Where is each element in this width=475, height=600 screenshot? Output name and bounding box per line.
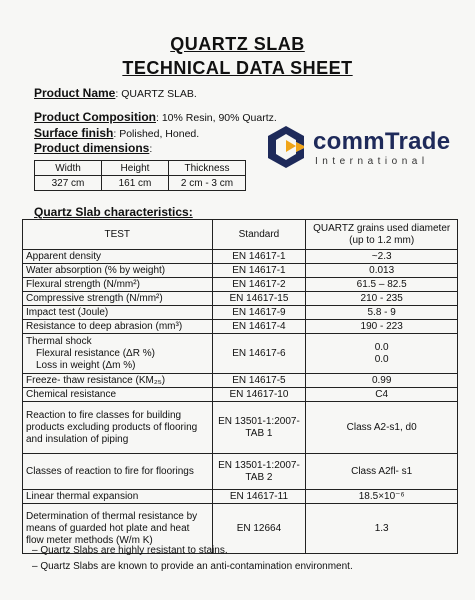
header-test: TEST	[23, 220, 213, 250]
table-row	[23, 278, 458, 292]
product-dimensions-label: Product dimensions	[34, 141, 150, 155]
product-name-label: Product Name	[34, 86, 116, 100]
table-row	[23, 454, 458, 490]
thermal-shock-value2: 0.0	[374, 353, 389, 365]
standard-cell: EN 14617-15	[212, 292, 306, 306]
test-cell	[23, 334, 213, 374]
standard-cell: EN 14617-4	[212, 320, 306, 334]
standard-cell: EN 13501-1:2007- TAB 2	[212, 454, 306, 490]
surface-finish-label: Surface finish	[34, 126, 114, 140]
dimensions-value-thickness: 2 cm - 3 cm	[169, 176, 246, 191]
dimensions-header-thickness: Thickness	[169, 161, 246, 176]
commtrade-logo	[263, 124, 463, 174]
value-cell: C4	[306, 388, 458, 402]
logo-brand-text: commTrade	[313, 128, 451, 155]
table-row	[23, 490, 458, 504]
table-row	[23, 320, 458, 334]
thermal-shock-sub1: Flexural resistance (ΔR %)	[36, 347, 155, 359]
dimensions-table	[34, 160, 246, 191]
characteristics-header-row	[23, 220, 458, 250]
surface-finish-value: : Polished, Honed.	[113, 128, 200, 140]
test-cell: Water absorption (% by weight)	[23, 264, 213, 278]
standard-cell: EN 14617-2	[212, 278, 306, 292]
product-name-value: : QUARTZ SLAB.	[115, 88, 197, 100]
standard-cell: EN 14617-1	[212, 250, 306, 264]
value-cell	[306, 334, 458, 374]
product-composition-value: : 10% Resin, 90% Quartz.	[156, 112, 277, 124]
table-row-thermal-shock	[23, 334, 458, 374]
standard-cell: EN 14617-10	[212, 388, 306, 402]
value-cell: 190 - 223	[306, 320, 458, 334]
note-anti-contamination: – Quartz Slabs are known to provide an anti-contamination environment.	[32, 561, 353, 572]
value-cell: ~2.3	[306, 250, 458, 264]
test-cell: Apparent density	[23, 250, 213, 264]
dimensions-header-width: Width	[35, 161, 102, 176]
dimensions-value-row	[35, 176, 246, 191]
logo-tagline-text: International	[315, 156, 429, 167]
product-name-line	[34, 86, 197, 100]
product-dimensions-suffix: :	[149, 143, 153, 155]
standard-cell: EN 14617-11	[212, 490, 306, 504]
table-row	[23, 402, 458, 454]
standard-cell: EN 12664	[212, 504, 306, 554]
product-dimensions-line	[34, 141, 152, 155]
table-row	[23, 306, 458, 320]
test-cell: Impact test (Joule)	[23, 306, 213, 320]
page-title: QUARTZ SLAB	[170, 34, 305, 54]
product-composition-line	[34, 110, 277, 124]
value-cell: 0.99	[306, 374, 458, 388]
value-cell: 210 - 235	[306, 292, 458, 306]
test-cell: Reaction to fire classes for building products excluding products of flooring and insulation of piping	[23, 402, 213, 454]
surface-finish-line	[34, 126, 199, 140]
standard-cell: EN 14617-6	[212, 334, 306, 374]
dimensions-header-row	[35, 161, 246, 176]
dimensions-value-height: 161 cm	[102, 176, 169, 191]
thermal-shock-sub2: Loss in weight (Δm %)	[36, 359, 136, 371]
value-cell: Class A2fl- s1	[306, 454, 458, 490]
header-standard: Standard	[212, 220, 306, 250]
product-composition-label: Product Composition	[34, 110, 156, 124]
logo-mark-icon	[263, 124, 309, 170]
thermal-shock-heading: Thermal shock	[26, 335, 92, 347]
value-cell: 0.013	[306, 264, 458, 278]
table-row	[23, 250, 458, 264]
standard-cell: EN 14617-1	[212, 264, 306, 278]
test-cell: Flexural strength (N/mm²)	[23, 278, 213, 292]
standard-cell: EN 14617-5	[212, 374, 306, 388]
standard-cell: EN 14617-9	[212, 306, 306, 320]
test-cell: Determination of thermal resistance by means of guarded hot plate and heat flow meter methods (W/m K)	[23, 504, 213, 554]
dimensions-header-height: Height	[102, 161, 169, 176]
header-quartz-grains: QUARTZ grains used diameter (up to 1.2 mm)	[306, 220, 458, 250]
test-cell: Freeze- thaw resistance (KM₂₅)	[23, 374, 213, 388]
test-cell: Resistance to deep abrasion (mm³)	[23, 320, 213, 334]
table-row	[23, 374, 458, 388]
table-row	[23, 292, 458, 306]
test-cell: Chemical resistance	[23, 388, 213, 402]
characteristics-table	[22, 219, 458, 554]
dimensions-value-width: 327 cm	[35, 176, 102, 191]
value-cell: 61.5 – 82.5	[306, 278, 458, 292]
test-cell: Linear thermal expansion	[23, 490, 213, 504]
test-cell: Classes of reaction to fire for floorings	[23, 454, 213, 490]
table-row	[23, 264, 458, 278]
value-cell: Class A2-s1, d0	[306, 402, 458, 454]
page-subtitle: TECHNICAL DATA SHEET	[122, 58, 353, 78]
value-cell: 18.5×10⁻⁶	[306, 490, 458, 504]
characteristics-title: Quartz Slab characteristics:	[34, 205, 193, 219]
standard-cell: EN 13501-1:2007- TAB 1	[212, 402, 306, 454]
note-stains: – Quartz Slabs are highly resistant to stains.	[32, 545, 228, 556]
value-cell: 1.3	[306, 504, 458, 554]
value-cell: 5.8 - 9	[306, 306, 458, 320]
table-row	[23, 388, 458, 402]
test-cell: Compressive strength (N/mm²)	[23, 292, 213, 306]
thermal-shock-value1: 0.0	[374, 341, 389, 353]
